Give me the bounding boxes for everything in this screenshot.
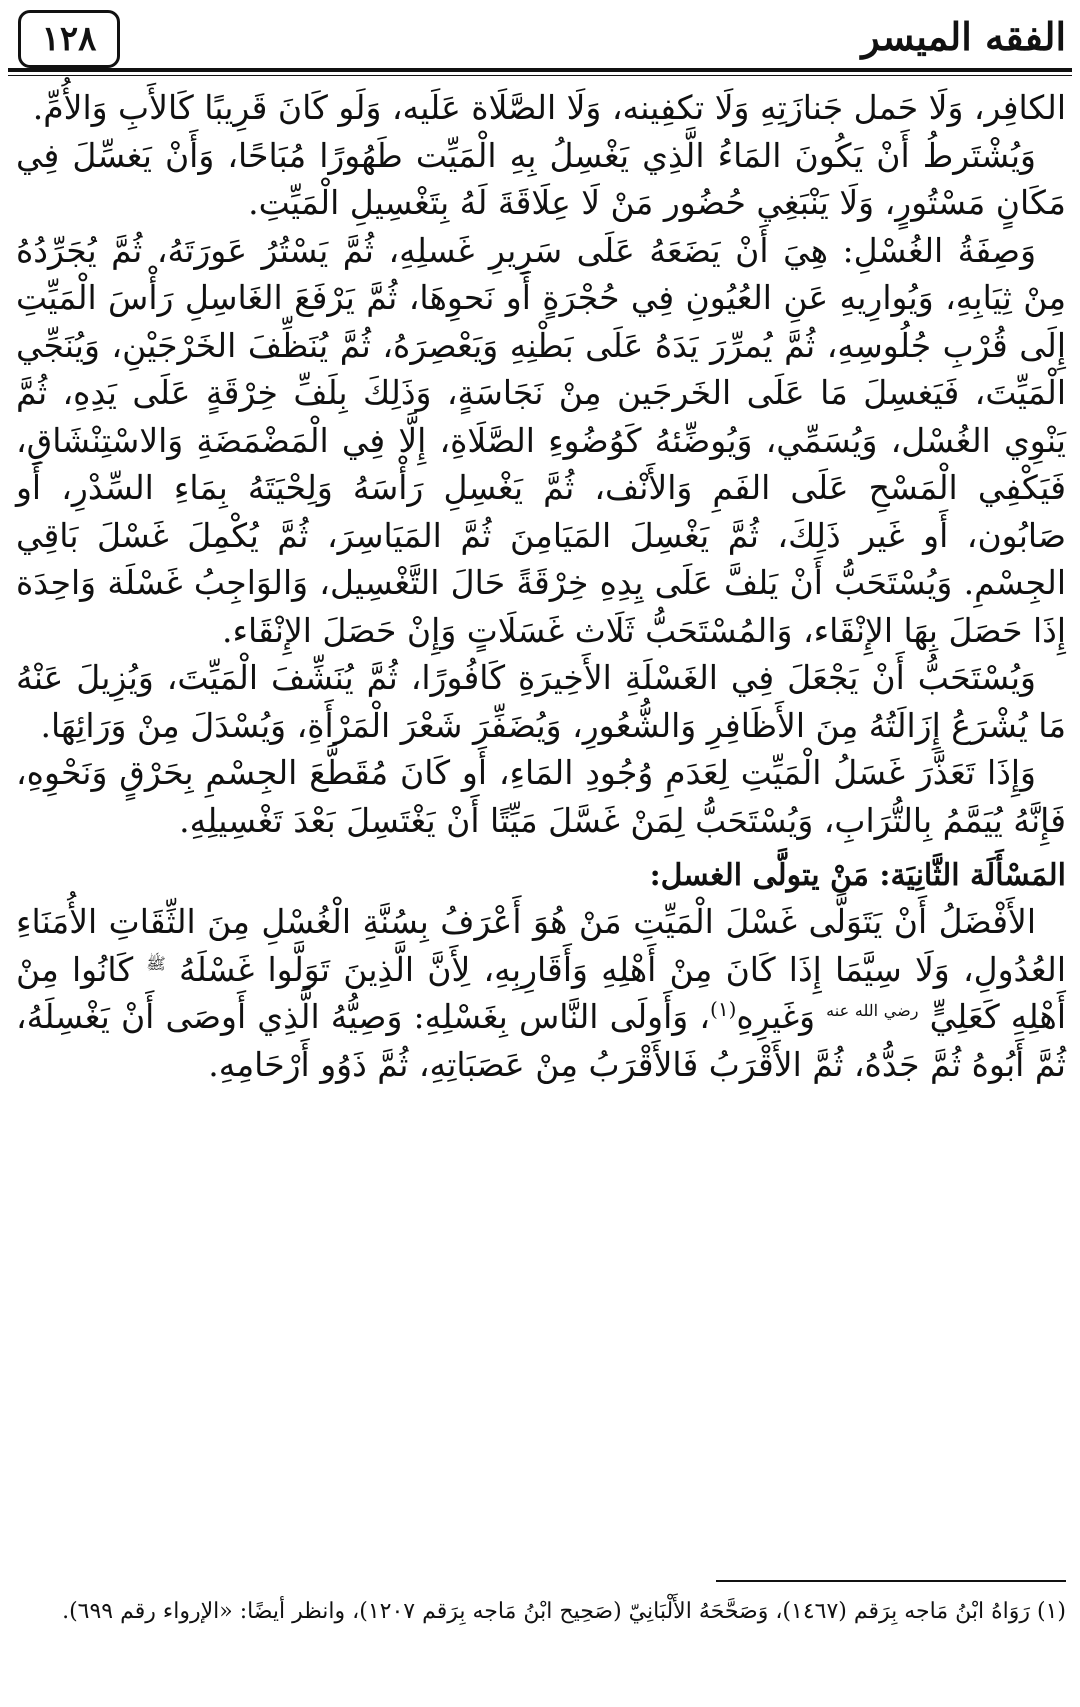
page-header bbox=[8, 6, 1072, 70]
paragraph-6 bbox=[16, 898, 1066, 1088]
paragraph-6-part-2: كَانُوا مِنْ أَهْلِهِ كَعَلِيٍّ bbox=[16, 949, 1066, 1036]
paragraph-1: الكافِر، وَلَا حَمل جَنازَتِهِ وَلَا تكفِينه، وَلَا الصَّلَاة عَلَيه، وَلَو كَانَ قَرِيبًا كَالأَبِ وَالأُمِّ. bbox=[32, 88, 1066, 127]
paragraph-5: وَإِذَا تَعَذَّرَ غَسَلُ الْمَيِّتِ لِعَدَمِ وُجُودِ المَاءِ، أَو كَانَ مُقَطَّعَ الجِسْمِ بِحَرْقٍ وَنَحْوِهِ، فَإِنَّهُ يُيَمَّمُ بِالتُّرَابِ، وَيُسْتَحَبُّ لِمَنْ غَسَّلَ مَيِّتًا أَنْ يَغْتَسِلَ بَعْدَ تَغْسِيلِهِ. bbox=[16, 753, 1066, 840]
paragraph-6-part-1: الأَفْضَلُ أَنْ يَتَوَلَّى غَسْلَ الْمَيِّتِ مَنْ هُوَ أَعْرَفُ بِسُنَّةِ الْغُسْلِ مِنَ الثِّقَاتِ الأُمَنَاءِ العُدُولِ، وَلَا سِيَّمَا إِذَا كَانَ مِنْ أَهْلِهِ وَأَقَارِبِهِ، لِأَنَّ الَّذِينَ تَوَلَّوا غَسْلَهُ bbox=[16, 902, 1066, 989]
paragraph-6-part-3: وَغَيرِهِ bbox=[736, 997, 816, 1036]
honorific-symbol: رضي الله عنه bbox=[826, 1001, 919, 1020]
header-rule bbox=[8, 68, 1072, 72]
paragraph-4: وَيُسْتَحَبُّ أَنْ يَجْعَلَ فِي الغَسْلَةِ الأَخِيرَةِ كَافُورًا، ثُمَّ يُنَشِّفَ الْمَيِّتَ، وَيُزِيلَ عَنْهُ مَا يُشْرَعُ إِزَالَتُهُ مِنَ الأَظَافِرِ وَالشُّعُورِ، وَيُضَفِّرَ شَعْرَ الْمَرْأَةِ، وَيُسْدَلَ مِنْ وَرَائِهَا. bbox=[16, 658, 1066, 745]
paragraph-2: وَيُشْتَرطُ أَنْ يَكُونَ المَاءُ الَّذِي يَغْسِلُ بِهِ الْمَيِّت طَهُورًا مُبَاحًا، وَأَنْ يَغسِّلَ فِي مَكَانٍ مَسْتُورٍ، وَلَا يَنْبَغِي حُضُور مَنْ لَا عِلَاقَةَ لَهُ بِتَغْسِيلِ الْمَيِّتِ. bbox=[16, 135, 1066, 222]
footnote-ref[interactable]: (١) bbox=[710, 997, 737, 1021]
paragraph-6-part-4: ، وَأَولَى النَّاس بِغَسْلِهِ: وَصِيُّهُ الَّذِي أَوصَى أَنْ يَغْسِلَهُ، ثُمَّ أَبُوهُ ثُمَّ جَدُّهُ، ثُمَّ الأَقْرَبُ فَالأَقْرَبُ مِنْ عَصَبَاتِهِ، ثُمَّ ذَوُو أَرْحَامِهِ. bbox=[16, 997, 1066, 1084]
honorific-symbol: ﷺ bbox=[146, 953, 166, 973]
main-text bbox=[16, 84, 1066, 1088]
header-rule-thin bbox=[8, 75, 1072, 76]
section-heading: المَسْأَلَة الثَّانِيَة: مَنْ يتولَّى الغسل: bbox=[649, 858, 1066, 893]
footnote: (١) رَوَاهُ ابْنُ مَاجه بِرَقم (١٤٦٧)، وَصَحَّحَهُ الأَلْبَانِيّ (صَحِيح ابْنُ مَاجه بِرَقم ١٢٠٧)، وانظر أيضًا: «الإرواء رقم ٦٩٩). bbox=[62, 1599, 1066, 1624]
page-number-badge: ١٢٨ bbox=[18, 10, 120, 68]
book-title: الفقه الميسر bbox=[861, 14, 1066, 59]
paragraph-3: وَصِفَةُ الغُسْلِ: هِيَ أَنْ يَضَعَهُ عَلَى سَرِيرِ غَسلِهِ، ثُمَّ يَسْتُرُ عَورَتَهُ، ثُمَّ يُجَرِّدُهُ مِنْ ثِيَابِهِ، وَيُوارِيهِ عَنِ العُيُونِ فِي حُجْرَةٍ أَو نَحوِهَا، ثُمَّ يَرْفَعَ الغَاسِلِ رَأْسَ الْمَيِّتِ إِلَى قُرْبِ جُلُوسِهِ، ثُمَّ يُمرِّرَ يَدَهُ عَلَى بَطْنِهِ وَيَعْصِرَهُ، ثُمَّ يُنَظِّفَ الخَرْجَيْنِ، وَيُنَجِّي الْمَيِّتَ، فَيَغسِلَ مَا عَلَى الخَرجَين مِنْ نَجَاسَةٍ، وَذَلِكَ بِلَفِّ خِرْقَةٍ عَلَى يَدِهِ، ثُمَّ يَنْوِي الغُسْل، وَيُسَمِّي، وَيُوضِّئهُ كَوُضُوءِ الصَّلَاةِ، إِلَّا فِي الْمَضْمَضَةِ وَالاسْتِنْشَاقِ، فَيَكْفِي الْمَسْحِ عَلَى الفَمِ وَالأَنْف، ثُمَّ يَغْسِلِ رَأْسَهُ وَلِحْيَتَهُ بِمَاءِ السِّدْرِ، أَو صَابُون، أَو غَير ذَلِكَ، ثُمَّ يَغْسِلَ المَيَامِنَ ثُمَّ المَيَاسِرَ، ثُمَّ يُكْمِلَ غَسْلَ بَاقِي الجِسْمِ. وَيُسْتَحَبُّ أَنْ يَلفَّ عَلَى يِدِهِ خِرْقَةً حَالَ التَّغْسِيل، وَالوَاجِبُ غَسْلَة وَاحِدَة إِذَا حَصَلَ بِهَا الإِنْقَاء، وَالمُسْتَحَبُّ ثَلَاث غَسَلَاتٍ وَإِنْ حَصَلَ الإِنْقَاء. bbox=[16, 230, 1066, 650]
footnote-rule bbox=[716, 1580, 1066, 1582]
